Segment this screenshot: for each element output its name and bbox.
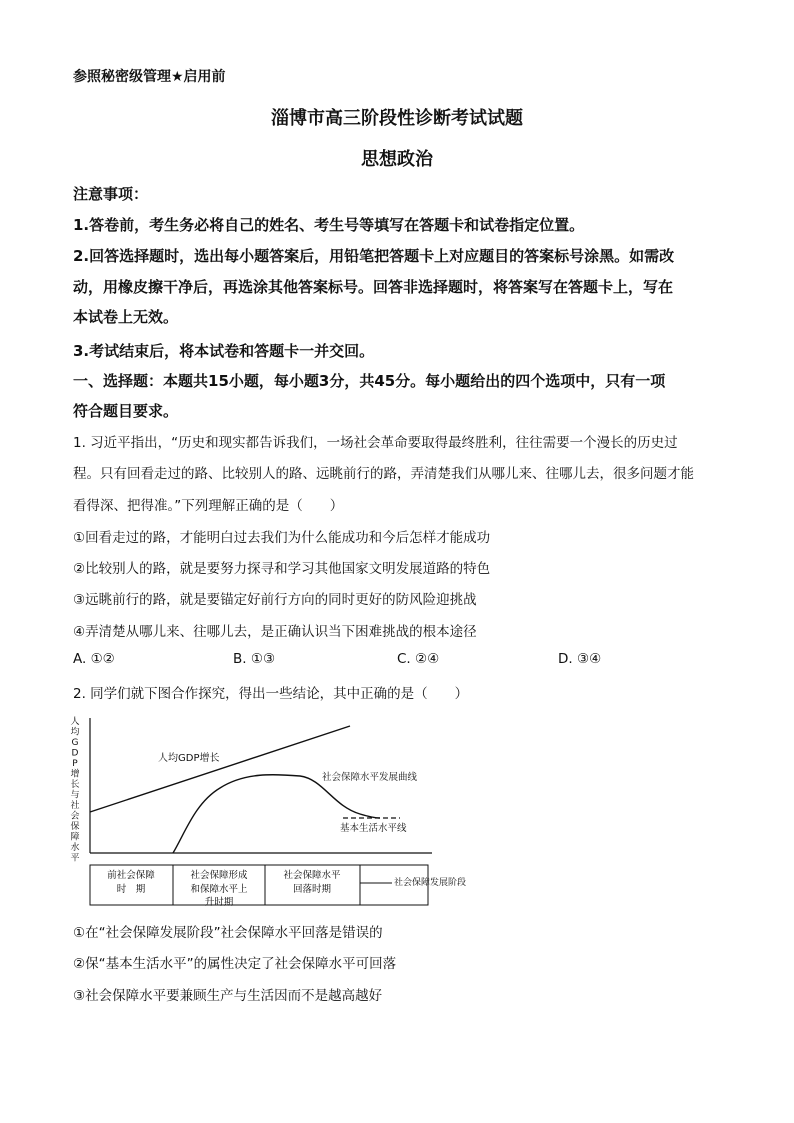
y-label-char: D bbox=[71, 748, 79, 759]
social-security-figure bbox=[60, 708, 490, 908]
stage-2-line-3: 升时期 bbox=[204, 897, 234, 908]
stage-1-line-2: 时 期 bbox=[116, 884, 146, 895]
stage-3-line-1: 社会保障水平 bbox=[283, 870, 341, 881]
y-label-char: 增 bbox=[70, 769, 80, 780]
stage-3-line-2: 回落时期 bbox=[292, 884, 332, 895]
y-label-char: 均 bbox=[70, 727, 80, 738]
exam-title: 淄博市高三阶段性诊断考试试题 bbox=[271, 108, 523, 129]
basic-living-label: 基本生活水平线 bbox=[340, 823, 407, 834]
stage-2-line-1: 社会保障形成 bbox=[190, 870, 248, 881]
y-label-char: 与 bbox=[70, 790, 80, 801]
y-label-char: 平 bbox=[70, 853, 80, 864]
section-heading: 一、选择题：本题共15小题，每小题3分，共45分。每小题给出的四个选项中，只有一项 bbox=[73, 372, 666, 390]
section-heading-cont: 符合题目要求。 bbox=[73, 402, 179, 420]
q2-statement-2: ②保“基本生活水平”的属性决定了社会保障水平可回落 bbox=[73, 956, 397, 972]
q1-stem-line-2: 程。只有回看走过的路、比较别人的路、远眺前行的路，弄清楚我们从哪儿来、往哪儿去，很多问题才能 bbox=[73, 466, 694, 482]
subject-title: 思想政治 bbox=[361, 149, 433, 170]
q1-option-a: A. ①② bbox=[73, 651, 115, 667]
q1-option-b: B. ①③ bbox=[233, 651, 276, 667]
y-label-char: 水 bbox=[70, 843, 80, 853]
y-label-char: 保 bbox=[70, 822, 80, 832]
notice-item-2-cont: 动，用橡皮擦干净后，再选涂其他答案标号。回答非选择题时，将答案写在答题卡上，写在 bbox=[73, 278, 674, 296]
q2-statement-3: ③社会保障水平要兼顾生产与生活因而不是越高越好 bbox=[73, 988, 383, 1004]
social-security-curve bbox=[173, 775, 380, 853]
q1-statement-4: ④弄清楚从哪儿来、往哪儿去，是正确认识当下困难挑战的根本途径 bbox=[73, 624, 477, 640]
q2-statement-1: ①在“社会保障发展阶段”社会保障水平回落是错误的 bbox=[73, 925, 383, 941]
q1-statement-3: ③远眺前行的路，就是要锚定好前行方向的同时更好的防风险迎挑战 bbox=[73, 592, 477, 608]
q1-statement-2: ②比较别人的路，就是要努力探寻和学习其他国家文明发展道路的特色 bbox=[73, 561, 491, 577]
social-security-curve-label: 社会保障水平发展曲线 bbox=[322, 772, 418, 783]
y-label-char: 人 bbox=[70, 717, 80, 727]
q1-stem-line-1: 1. 习近平指出，“历史和现实都告诉我们，一场社会革命要取得最终胜利，往往需要一个漫长的历史过 bbox=[73, 435, 678, 451]
stage-axis-label: 社会保障发展阶段 bbox=[394, 878, 467, 888]
notice-item-3: 3.考试结束后，将本试卷和答题卡一并交回。 bbox=[73, 342, 375, 360]
gdp-growth-label: 人均GDP增长 bbox=[158, 753, 220, 764]
stage-2-line-2: 和保障水平上 bbox=[190, 884, 248, 895]
y-label-char: 会 bbox=[70, 811, 80, 822]
q1-option-d: D. ③④ bbox=[558, 651, 602, 667]
q1-stem-line-3: 看得深、把得准。”下列理解正确的是（ ） bbox=[73, 498, 344, 514]
y-label-char: 社 bbox=[70, 801, 80, 811]
notice-item-2: 2.回答选择题时，选出每小题答案后，用铅笔把答题卡上对应题目的答案标号涂黑。如需改 bbox=[73, 247, 675, 265]
confidential-notice: 参照秘密级管理★启用前 bbox=[73, 69, 226, 85]
notice-heading: 注意事项： bbox=[73, 185, 149, 203]
y-label-char: P bbox=[72, 759, 78, 769]
q2-stem: 2. 同学们就下图合作探究，得出一些结论，其中正确的是（ ） bbox=[73, 686, 469, 702]
figure-y-label bbox=[70, 715, 79, 864]
y-label-char: G bbox=[71, 738, 79, 748]
notice-item-2-end: 本试卷上无效。 bbox=[73, 308, 179, 326]
y-label-char: 长 bbox=[70, 780, 80, 790]
y-label-char: 障 bbox=[70, 832, 80, 843]
gdp-growth-line bbox=[90, 726, 350, 812]
notice-item-1: 1.答卷前，考生务必将自己的姓名、考生号等填写在答题卡和试卷指定位置。 bbox=[73, 216, 585, 234]
stage-1-line-1: 前社会保障 bbox=[107, 870, 155, 881]
q1-option-c: C. ②④ bbox=[397, 651, 440, 667]
q1-statement-1: ①回看走过的路，才能明白过去我们为什么能成功和今后怎样才能成功 bbox=[73, 530, 491, 546]
